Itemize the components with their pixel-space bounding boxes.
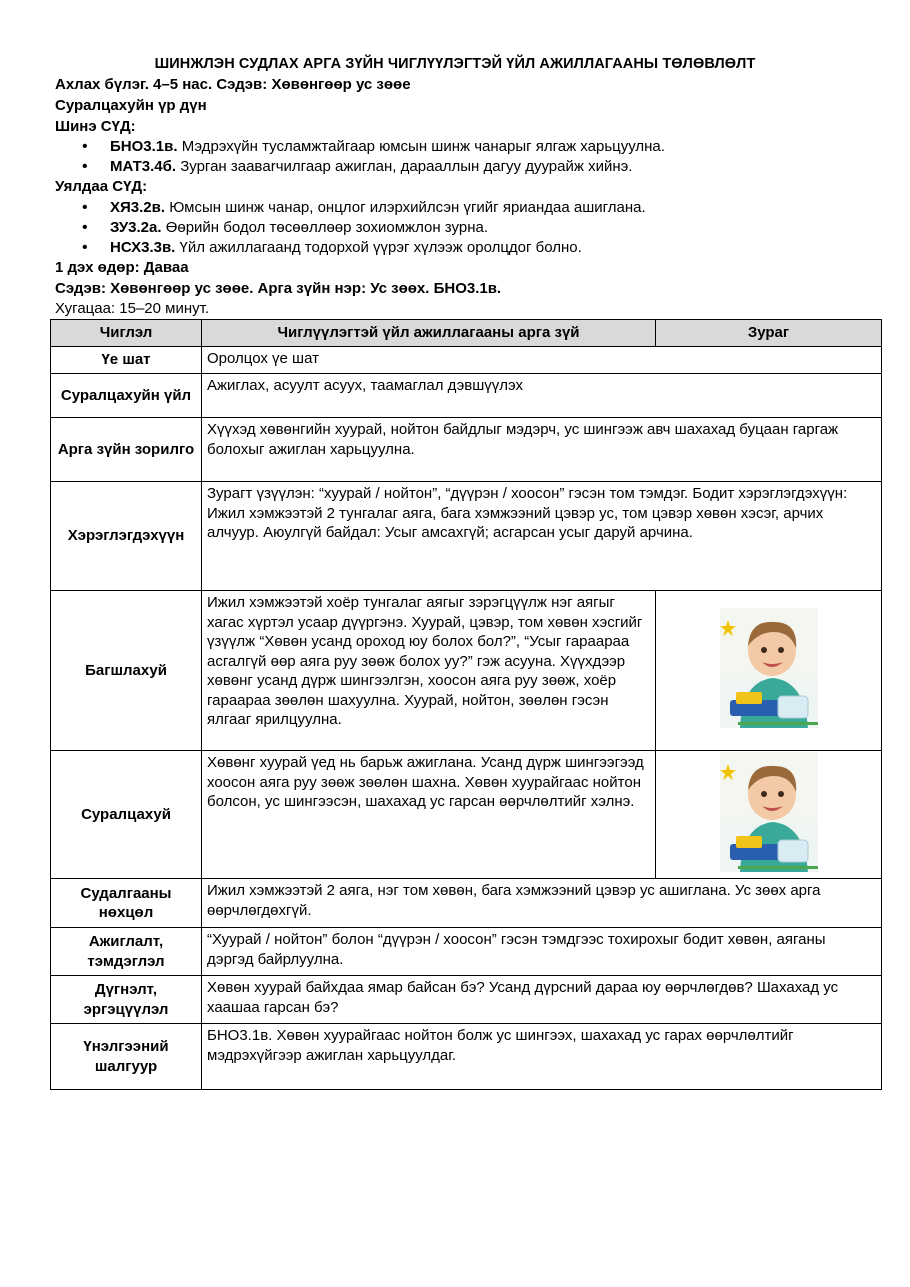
- table-row: [51, 418, 882, 482]
- table-row: [51, 591, 882, 751]
- row-label: Үе шат: [51, 347, 202, 374]
- row-content: Ижил хэмжээтэй хоёр тунгалаг аягыг зэрэгцүүлж нэг аягыг хагас хүртэл усаар дүүргэнэ. Хуурай, цэвэр, том хөвөн хэсгийг үзүүлж “Хөвөн усанд ороход юу болох бол?”, “Усыг гараараа асгалгүй өөр аяга руу зөөж болох уу?” гэж асууна. Хүүхдээр хөвөнг усанд дүрж шингээлгэн, хоосон аяга руу зөөж, хоёр гараараа зөөлөн шахуулна. Хуурай, нойтон, зөөлөн гэсэн ялгааг ярилцуулна.: [202, 591, 656, 751]
- outcome-heading: Суралцахуйн үр дүн: [55, 97, 207, 114]
- child-playing-photo: [720, 608, 818, 728]
- day-line: 1 дэх өдөр: Даваа: [55, 259, 189, 276]
- table-row: [51, 347, 882, 374]
- row-label: Арга зүйн зорилго: [51, 418, 202, 482]
- list-item: • ХЯ3.2в. Юмсын шинж чанар, онцлог илэрхийлсэн үгийг яриандаа ашиглана.: [55, 198, 646, 218]
- row-label: Үнэлгээний шалгуур: [51, 1024, 202, 1090]
- table-header-row: [51, 320, 882, 347]
- picture-cell: [656, 751, 882, 879]
- new-standards-list: [55, 137, 665, 177]
- list-item: • НСХ3.3в. Үйл ажиллагаанд тодорхой үүрэг хүлээж оролцдог болно.: [55, 238, 646, 258]
- table-row: [51, 1024, 882, 1090]
- column-header: Зураг: [656, 320, 882, 347]
- list-item: • ЗУ3.2а. Өөрийн бодол төсөөллөөр зохиомжлон зурна.: [55, 218, 646, 238]
- row-label: Суралцахуйн үйл: [51, 374, 202, 418]
- row-content: БНО3.1в. Хөвөн хуурайгаас нойтон болж ус шингээх, шахахад ус гарах өөрчлөлтийг мэдрэхүйгээр ажиглан харьцуулдаг.: [202, 1024, 882, 1090]
- list-item: • БНО3.1в. Мэдрэхүйн тусламжтайгаар юмсын шинж чанарыг ялгаж харьцуулна.: [55, 137, 665, 157]
- document-title: ШИНЖЛЭН СУДЛАХ АРГА ЗҮЙН ЧИГЛҮҮЛЭГТЭЙ ҮЙЛ АЖИЛЛАГААНЫ ТӨЛӨВЛӨЛТ: [154, 56, 756, 72]
- row-content: Оролцох үе шат: [202, 347, 882, 374]
- column-header: Чиглүүлэгтэй үйл ажиллагааны арга зүй: [202, 320, 656, 347]
- table-row: [51, 374, 882, 418]
- row-content: Зурагт үзүүлэн: “хуурай / нойтон”, “дүүрэн / хоосон” гэсэн том тэмдэг. Бодит хэрэглэгдэхүүн: Ижил хэмжээтэй 2 тунгалаг аяга, бага хэмжээний цэвэр ус, том цэвэр хөвөн хэсэг, арчих алчуур. Аюулгүй байдал: Усыг амсахгүй; асгарсан усыг даруй арчина.: [202, 482, 882, 591]
- related-standards-list: [55, 198, 646, 258]
- related-standards-heading: Уялдаа СҮД:: [55, 178, 148, 195]
- row-content: Хөвөн хуурай байхдаа ямар байсан бэ? Усанд дүрсний дараа юу өөрчлөгдөв? Шахахад ус хаашаа гарсан бэ?: [202, 976, 882, 1024]
- new-standards-heading: Шинэ СҮД:: [55, 118, 136, 135]
- picture-cell: [656, 591, 882, 751]
- column-header: Чиглэл: [51, 320, 202, 347]
- row-label: Судалгааны нөхцөл: [51, 879, 202, 928]
- row-content: Ижил хэмжээтэй 2 аяга, нэг том хөвөн, бага хэмжээний цэвэр ус ашиглана. Ус зөөх арга өөрчлөгдөхгүй.: [202, 879, 882, 928]
- row-label: Хэрэглэгдэхүүн: [51, 482, 202, 591]
- row-label: Ажиглалт, тэмдэглэл: [51, 928, 202, 976]
- row-content: “Хуурай / нойтон” болон “дүүрэн / хоосон” гэсэн тэмдгээс тохирохыг бодит хөвөн, аяганы дэргэд байрлуулна.: [202, 928, 882, 976]
- activity-plan-table: [50, 319, 882, 1090]
- table-row: [51, 976, 882, 1024]
- list-item: • МАТ3.4б. Зурган заавarчилгаар ажиглан, дарааллын дагуу дуурайж хийнэ.: [55, 157, 665, 177]
- row-content: Хүүхэд хөвөнгийн хуурай, нойтон байдлыг мэдэрч, ус шингээж авч шахахад буцаан гаргаж болохыг ажиглан харьцуулна.: [202, 418, 882, 482]
- table-row: [51, 482, 882, 591]
- row-content: Ажиглах, асуулт асуух, таамаглал дэвшүүлэх: [202, 374, 882, 418]
- child-playing-photo: [720, 752, 818, 872]
- table-row: [51, 751, 882, 879]
- row-content: Хөвөнг хуурай үед нь барьж ажиглана. Усанд дүрж шингээгээд хоосон аяга руу зөөж зөөлөн шахна. Хөвөн хуурайгаас нойтон болсон, ус шингээсэн, шахахад ус гарсан өөрчлөлтийг хэлнэ.: [202, 751, 656, 879]
- row-label: Суралцахуй: [51, 751, 202, 879]
- topic-line: Сэдэв: Хөвөнгөөр ус зөөе. Арга зүйн нэр: Ус зөөх. БНО3.1в.: [55, 280, 502, 297]
- row-label: Багшлахуй: [51, 591, 202, 751]
- table-row: [51, 928, 882, 976]
- duration-line: Хугацаа: 15–20 минут.: [55, 300, 209, 317]
- group-line: Ахлах бүлэг. 4–5 нас. Сэдэв: Хөвөнгөөр ус зөөе: [55, 76, 411, 93]
- row-label: Дүгнэлт, эргэцүүлэл: [51, 976, 202, 1024]
- table-row: [51, 879, 882, 928]
